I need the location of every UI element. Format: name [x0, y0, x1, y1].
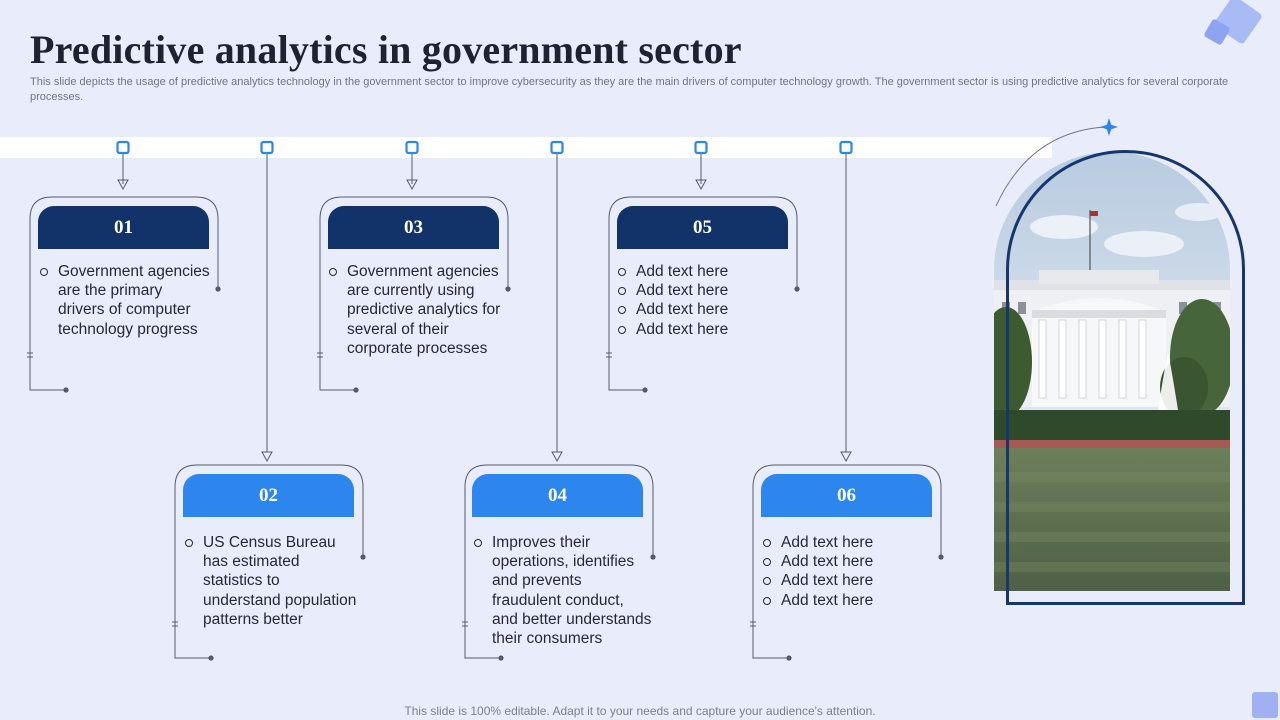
image-arch-frame	[1006, 150, 1245, 605]
card-03-header: 03	[328, 206, 499, 249]
card-02-list	[184, 533, 360, 629]
card-04-list	[473, 533, 653, 648]
card-06-item-4: Add text here	[762, 591, 934, 610]
card-02-header: 02	[183, 474, 354, 517]
card-04-header: 04	[472, 474, 643, 517]
card-04-item: Improves their operations, identifies and prevents fraudulent conduct, and better understands their consumers	[473, 533, 653, 648]
card-06-item-2: Add text here	[762, 552, 934, 571]
card-06-list	[762, 533, 934, 610]
card-05-item-3: Add text here	[617, 300, 789, 319]
card-06-item-1: Add text here	[762, 533, 934, 552]
card-01-item: Government agencies are the primary drivers of computer technology progress	[39, 262, 211, 339]
card-03-list	[328, 262, 503, 358]
card-05-item-4: Add text here	[617, 320, 789, 339]
card-03-item: Government agencies are currently using predictive analytics for several of their corporate processes	[328, 262, 503, 358]
corner-square	[1252, 692, 1278, 718]
card-01-list	[39, 262, 211, 339]
card-01-header: 01	[38, 206, 209, 249]
slide-subtitle: This slide depicts the usage of predictive analytics technology in the government sector to improve cybersecurity as they are the main drivers of computer technology growth. The government sector is using predictive analytics for several corporate processes.	[30, 76, 1229, 103]
card-05-item-1: Add text here	[617, 262, 789, 281]
card-05-list	[617, 262, 789, 339]
slide-title: Predictive analytics in government sector	[30, 27, 742, 72]
card-02-item: US Census Bureau has estimated statistics to understand population patterns better	[184, 533, 360, 629]
card-06-item-3: Add text here	[762, 571, 934, 590]
sparkle-icon	[1100, 118, 1118, 136]
slide-footer: This slide is 100% editable. Adapt it to your needs and capture your audience's attention.	[404, 704, 876, 718]
card-06-header: 06	[761, 474, 932, 517]
card-05-header: 05	[617, 206, 788, 249]
card-05-item-2: Add text here	[617, 281, 789, 300]
